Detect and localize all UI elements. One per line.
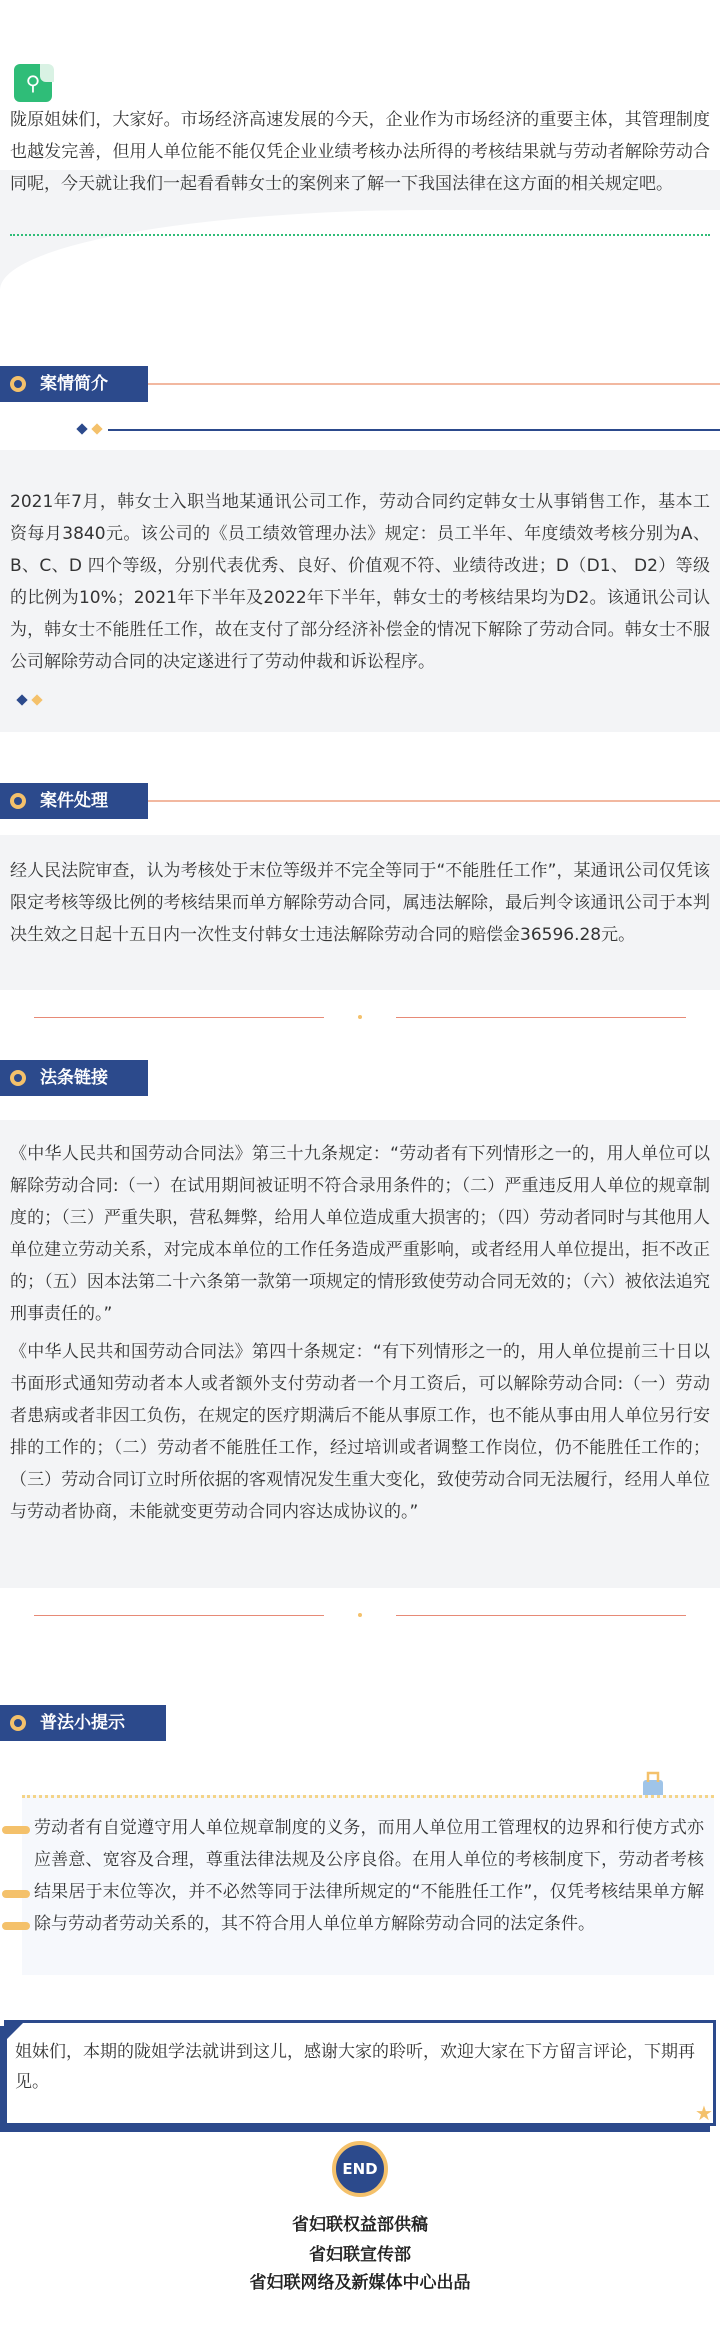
tips-text: 劳动者有自觉遵守用人单位规章制度的义务，而用人单位用工管理权的边界和行使方式亦应善意、宽容及合理，尊重法律法规及公序良俗。在用人单位的考核制度下，劳动者考核结果居于末位等次，并不必然等同于法律所规定的“不能胜任工作”，仅凭考核结果单方解除与劳动者劳动关系的，其不符合用人单位单方解除劳动合同的法定条件。 (34, 1818, 704, 1934)
case-handling-text: 经人民法院审查，认为考核处于末位等级并不完全等同于“不能胜任工作”，某通讯公司仅凭该限定考核等级比例的考核结果而单方解除劳动合同，属违法解除，最后判令该通讯公司于本判决生效之日起十五日内一次性支付韩女士违法解除劳动合同的赔偿金36596.28元。 (10, 861, 710, 945)
outro-text: 姐妹们，本期的陇姐学法就讲到这儿，感谢大家的聆听，欢迎大家在下方留言评论，下期再见。 (15, 2042, 695, 2092)
section-header-line (148, 383, 720, 385)
section-bullet-icon (10, 1715, 26, 1731)
legal-article-40: 《中华人民共和国劳动合同法》第四十条规定：“有下列情形之一的，用人单位提前三十日以书面形式通知劳动者本人或者额外支付劳动者一个月工资后，可以解除劳动合同:（一）劳动者患病或者非因工负伤，在规定的医疗期满后不能从事原工作，也不能从事由用人单位另行安排的工作的；（二）劳动者不能胜任工作，经过培训或者调整工作岗位，仍不能胜任工作的；（三）劳动合同订立时所依据的客观情况发生重大变化，致使劳动合同无法履行，经用人单位与劳动者协商，未能就变更劳动合同内容达成协议的。” (10, 1342, 710, 1522)
separator-line (396, 1017, 686, 1018)
section-title: 法条链接 (40, 1068, 108, 1088)
highlight-mark (2, 1922, 30, 1930)
legal-links-card (0, 1120, 720, 1588)
section-header-tips (0, 1705, 166, 1741)
diamond-decoration (16, 694, 27, 705)
diamond-decoration (31, 694, 42, 705)
section-bullet-icon (10, 793, 26, 809)
credit-line: 省妇联网络及新媒体中心出品 (249, 2273, 471, 2293)
section-header-legal-links (0, 1060, 148, 1096)
case-summary-text: 2021年7月，韩女士入职当地某通讯公司工作，劳动合同约定韩女士从事销售工作，基本工资每月3840元。该公司的《员工绩效管理办法》规定：员工半年、年度绩效考核分别为A、B、C、D 四个等级，分别代表优秀、良好、价值观不符、业绩待改进；D（D1、 D2）等级的比例为10%；2021年下半年及2022年下半年，韩女士的考核结果均为D2。该通讯公司认为，韩女士不能胜任工作，故在支付了部分经济补偿金的情况下解除了劳动合同。韩女士不服公司解除劳动合同的决定遂进行了劳动仲裁和诉讼程序。 (10, 492, 710, 672)
section-title: 案情简介 (40, 374, 108, 394)
separator-line (396, 1615, 686, 1616)
accent-line (108, 429, 720, 431)
tips-card (22, 1795, 714, 1975)
diamond-decoration (76, 423, 87, 434)
credit-line: 省妇联宣传部 (309, 2245, 411, 2265)
legal-article-39: 《中华人民共和国劳动合同法》第三十九条规定：“劳动者有下列情形之一的，用人单位可以解除劳动合同:（一）在试用期间被证明不符合录用条件的；（二）严重违反用人单位的规章制度的；（三）严重失职，营私舞弊，给用人单位造成重大损害的；（四）劳动者同时与其他用人单位建立劳动关系，对完成本单位的工作任务造成严重影响，或者经用人单位提出，拒不改正的；（五）因本法第二十六条第一款第一项规定的情形致使劳动合同无效的；（六）被依法追究刑事责任的。” (10, 1144, 710, 1324)
separator-line (34, 1615, 324, 1616)
section-header-case-summary (0, 366, 148, 402)
highlight-mark (2, 1826, 30, 1834)
magnifier-tab-decoration (40, 64, 54, 82)
section-title: 案件处理 (40, 791, 108, 811)
section-header-line (148, 800, 720, 802)
star-icon: ★ (695, 2101, 713, 2125)
credit-line: 省妇联权益部供稿 (292, 2215, 428, 2235)
section-title: 普法小提示 (40, 1713, 125, 1733)
highlight-mark (2, 1890, 30, 1898)
case-summary-card (0, 450, 720, 732)
separator-dot (358, 1613, 362, 1617)
section-bullet-icon (10, 376, 26, 392)
case-handling-card (0, 835, 720, 990)
outro-box (4, 2020, 716, 2126)
magnifier-icon: ⚲ (14, 64, 52, 102)
diamond-decoration (91, 423, 102, 434)
separator-line (34, 1017, 324, 1018)
intro-divider (10, 234, 710, 236)
intro-text: 陇原姐妹们，大家好。市场经济高速发展的今天，企业作为市场经济的重要主体，其管理制度也越发完善，但用人单位能不能仅凭企业业绩考核办法所得的考核结果就与劳动者解除劳动合同呢，今天就让我们一起看看韩女士的案例来了解一下我国法律在这方面的相关规定吧。 (10, 110, 710, 194)
separator-dot (358, 1015, 362, 1019)
end-badge: END (332, 2141, 388, 2197)
section-header-case-handling (0, 783, 148, 819)
section-bullet-icon (10, 1070, 26, 1086)
